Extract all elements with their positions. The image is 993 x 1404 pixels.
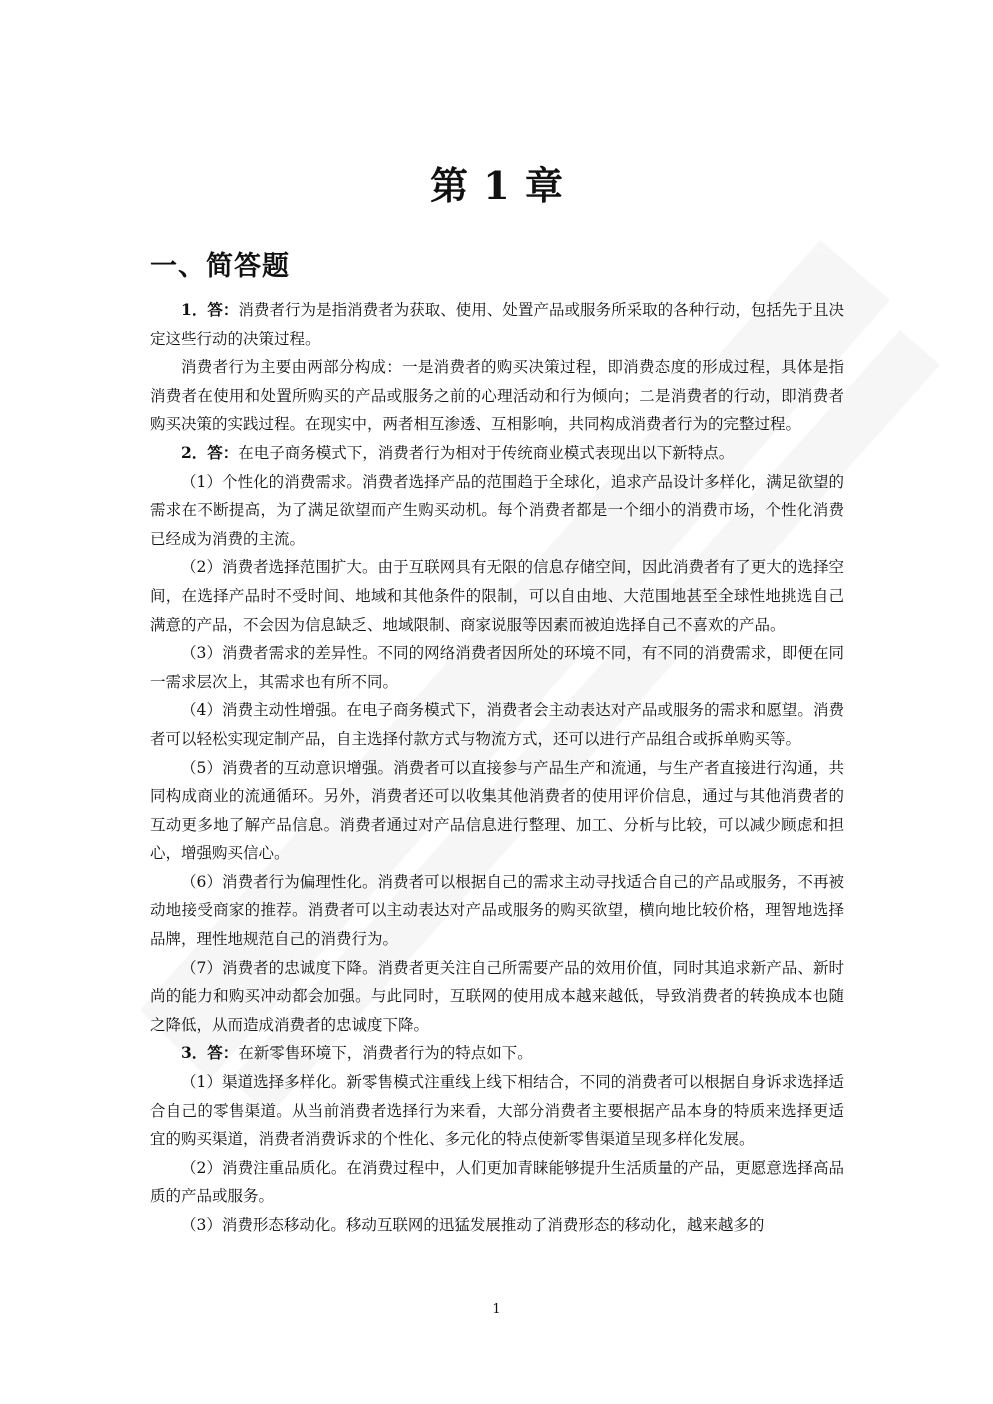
paragraph-1 bbox=[150, 296, 844, 353]
paragraph-14 bbox=[150, 1211, 844, 1240]
paragraph-text: （3）消费形态移动化。移动互联网的迅猛发展推动了消费形态的移动化，越来越多的 bbox=[181, 1216, 765, 1234]
paragraph-text: 消费者行为是指消费者为获取、使用、处置产品或服务所采取的各种行动，包括先于且决定这些行动的决策过程。 bbox=[150, 301, 844, 348]
paragraph-text: 在新零售环境下，消费者行为的特点如下。 bbox=[238, 1044, 533, 1063]
paragraph-text: （6）消费者行为偏理性化。消费者可以根据自己的需求主动寻找适合自己的产品或服务，不再被动地接受商家的推荐。消费者可以主动表达对产品或服务的购买欲望，横向地比较价格，理智地选择品牌，理性地规范自己的消费行为。 bbox=[150, 872, 844, 949]
chapter-title: 第 1 章 bbox=[430, 163, 564, 208]
paragraph-3 bbox=[150, 439, 844, 468]
page-number: 1 bbox=[492, 1302, 501, 1317]
paragraph-text: （4）消费主动性增强。在电子商务模式下，消费者会主动表达对产品或服务的需求和愿望。消费者可以轻松实现定制产品，自主选择付款方式与物流方式，还可以进行产品组合或拆单购买等。 bbox=[150, 701, 844, 748]
paragraph-10 bbox=[150, 954, 844, 1040]
answer-number: 3．答： bbox=[181, 1043, 239, 1063]
paragraph-6 bbox=[150, 639, 844, 696]
paragraph-text: （5）消费者的互动意识增强。消费者可以直接参与产品生产和流通，与生产者直接进行沟通，共同构成商业的流通循环。另外，消费者还可以收集其他消费者的使用评价信息，通过与其他消费者的互动更多地了解产品信息。消费者通过对产品信息进行整理、加工、分析与比较，可以减少顾虑和担心，增强购买信心。 bbox=[150, 758, 844, 863]
paragraph-text: 在电子商务模式下，消费者行为相对于传统商业模式表现出以下新特点。 bbox=[238, 443, 735, 462]
answer-number: 1．答： bbox=[181, 300, 239, 319]
answer-number: 2．答： bbox=[181, 442, 239, 462]
paragraph-text: （3）消费者需求的差异性。不同的网络消费者因所处的环境不同，有不同的消费需求，即便在同一需求层次上，其需求也有所不同。 bbox=[150, 644, 844, 691]
paragraph-2 bbox=[150, 353, 844, 439]
paragraph-9 bbox=[150, 868, 844, 954]
paragraph-text: （1）渠道选择多样化。新零售模式注重线上线下相结合，不同的消费者可以根据自身诉求选择适合自己的零售渠道。从当前消费者选择行为来看，大部分消费者主要根据产品本身的特质来选择更适宜的购买渠道，消费者消费诉求的个性化、多元化的特点使新零售渠道呈现多样化发展。 bbox=[150, 1073, 844, 1149]
paragraph-text: （7）消费者的忠诚度下降。消费者更关注自己所需要产品的效用价值，同时其追求新产品、新时尚的能力和购买冲动都会加强。与此同时，互联网的使用成本越来越低，导致消费者的转换成本也随之降低，从而造成消费者的忠诚度下降。 bbox=[150, 958, 844, 1034]
answer-body bbox=[150, 296, 844, 1240]
paragraph-5 bbox=[150, 553, 844, 639]
paragraph-13 bbox=[150, 1154, 844, 1211]
paragraph-7 bbox=[150, 696, 844, 753]
paragraph-text: （2）消费者选择范围扩大。由于互联网具有无限的信息存储空间，因此消费者有了更大的选择空间，在选择产品时不受时间、地域和其他条件的限制，可以自由地、大范围地甚至全球性地挑选自己满意的产品，不会因为信息缺乏、地域限制、商家说服等因素而被迫选择自己不喜欢的产品。 bbox=[150, 558, 844, 634]
paragraph-text: （2）消费注重品质化。在消费过程中，人们更加青睐能够提升生活质量的产品，更愿意选择高品质的产品或服务。 bbox=[150, 1158, 844, 1206]
paragraph-text: 消费者行为主要由两部分构成：一是消费者的购买决策过程，即消费态度的形成过程，具体是指消费者在使用和处置所购买的产品或服务之前的心理活动和行为倾向；二是消费者的行动，即消费者购买决策的实践过程。在现实中，两者相互渗透、互相影响，共同构成消费者行为的完整过程。 bbox=[150, 358, 844, 434]
paragraph-11 bbox=[150, 1039, 844, 1068]
paragraph-4 bbox=[150, 468, 844, 554]
section-heading: 一、简答题 bbox=[150, 251, 290, 282]
paragraph-12 bbox=[150, 1068, 844, 1154]
paragraph-text: （1）个性化的消费需求。消费者选择产品的范围趋于全球化，追求产品设计多样化，满足欲望的需求在不断提高，为了满足欲望而产生购买动机。每个消费者都是一个细小的消费市场，个性化消费已经成为消费的主流。 bbox=[150, 472, 844, 548]
paragraph-8 bbox=[150, 754, 844, 868]
